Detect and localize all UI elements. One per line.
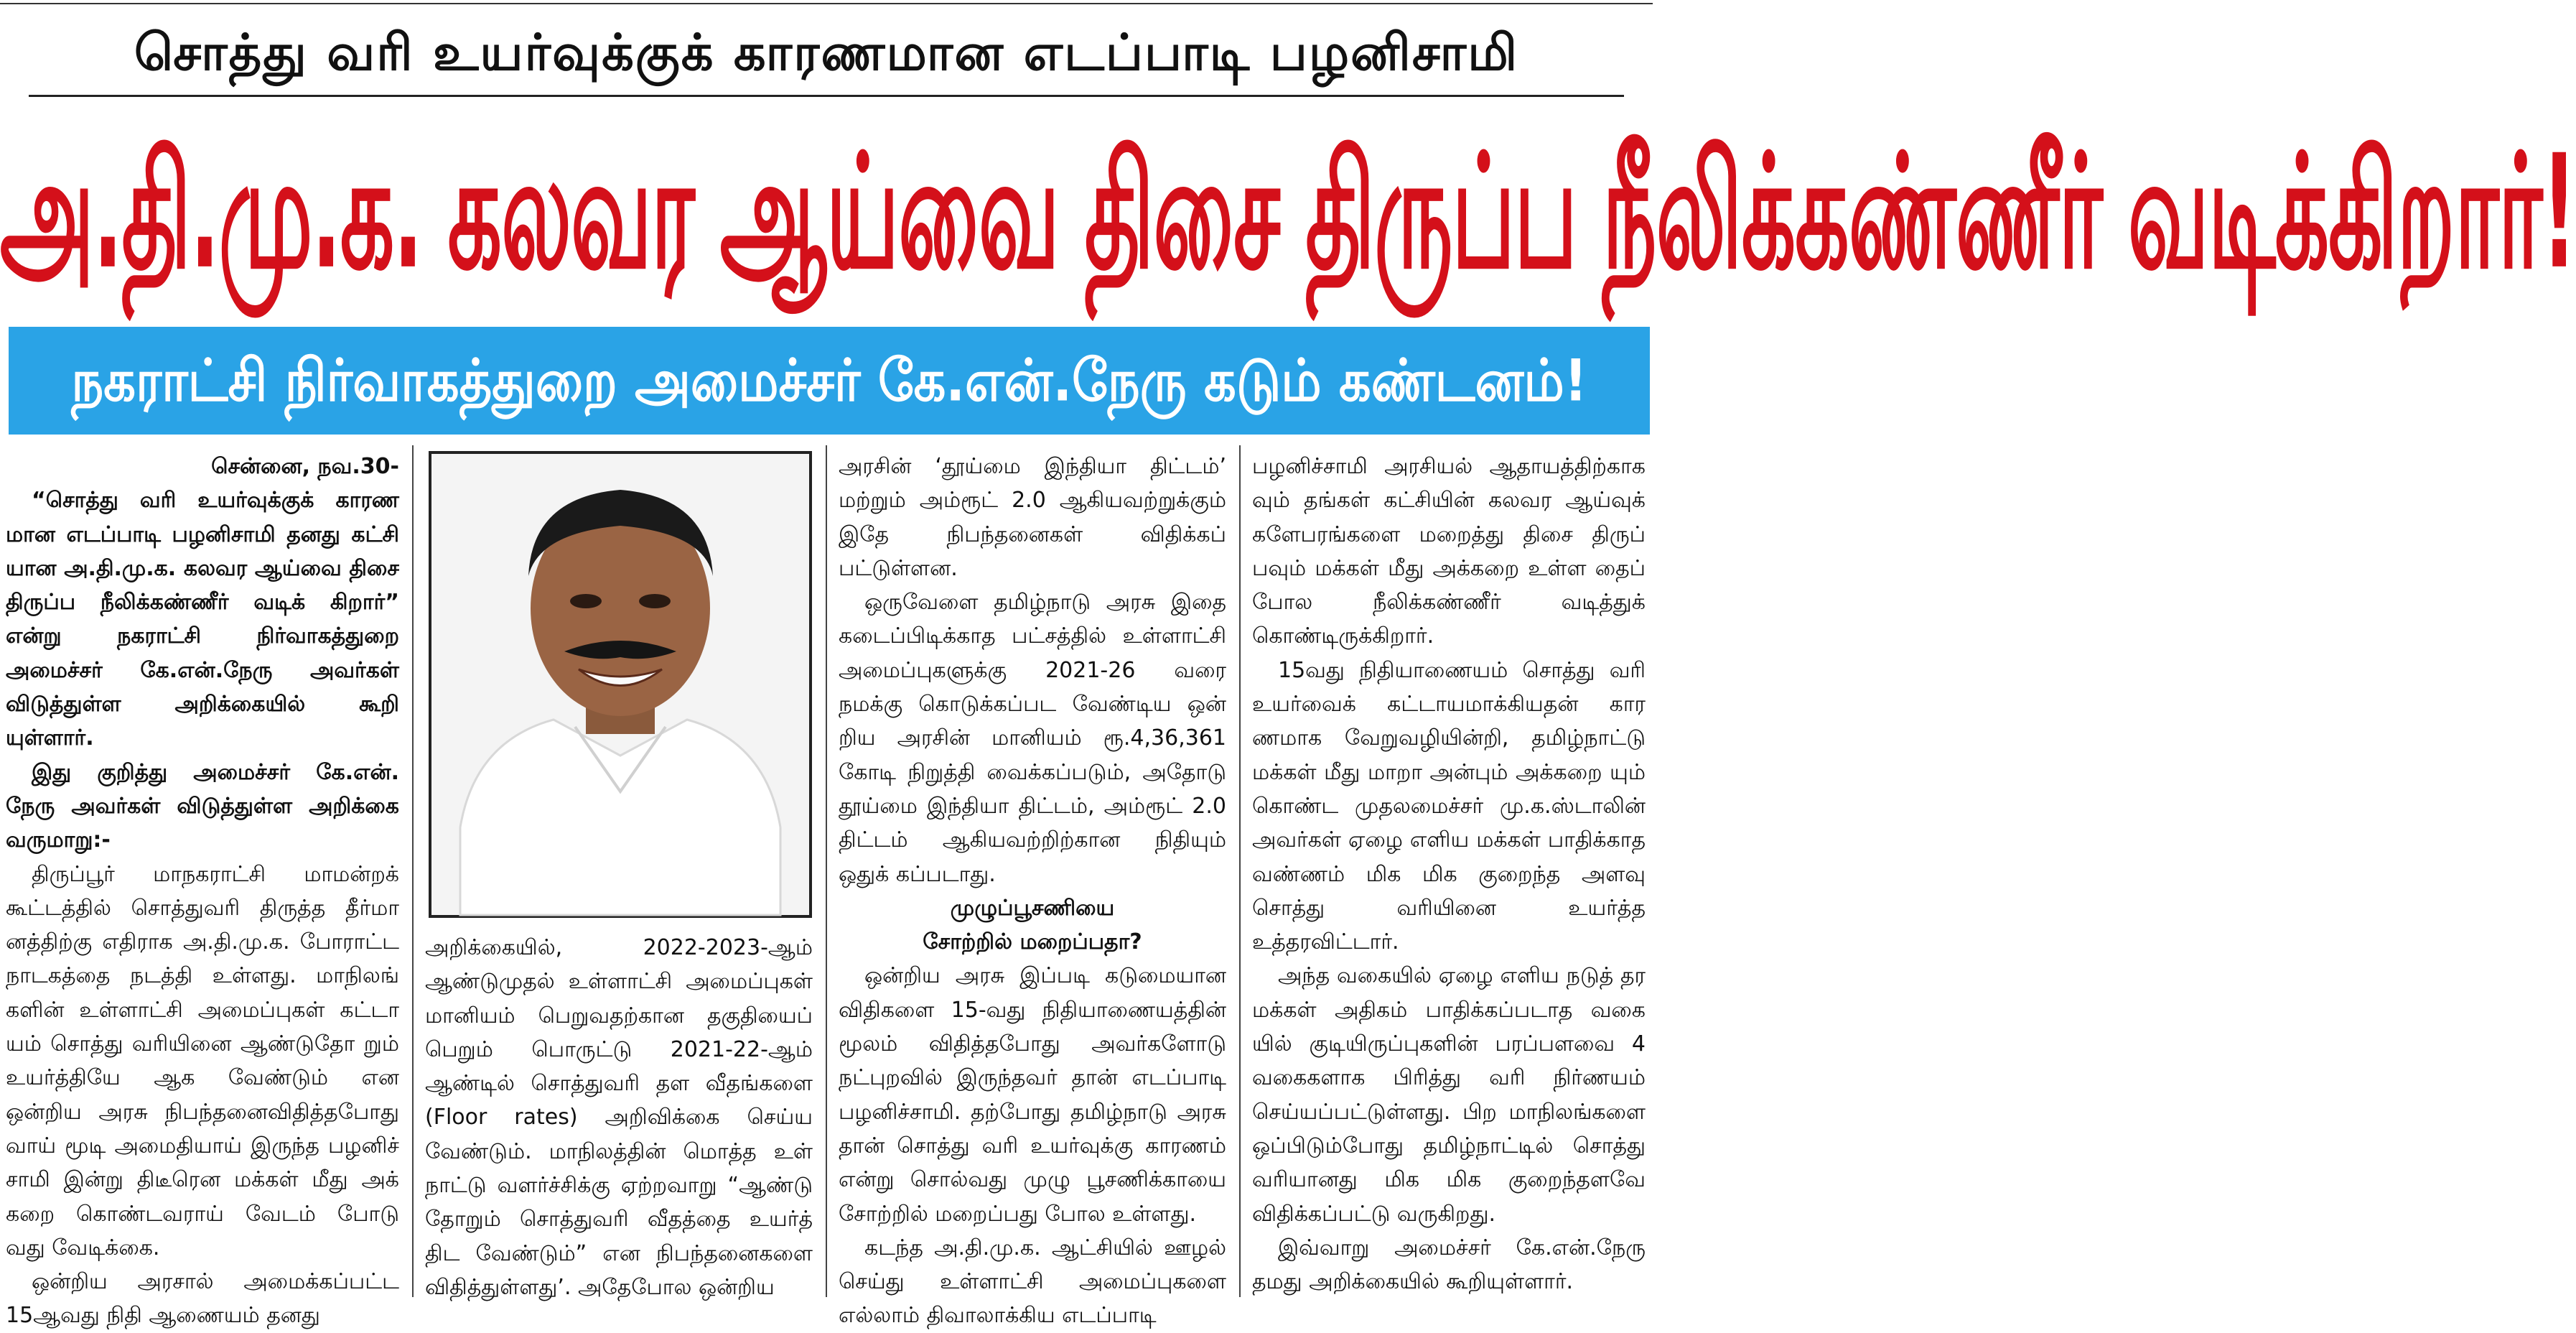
body-paragraph: ஒன்றிய அரசால் அமைக்கப்பட்ட 15ஆவது நிதி ஆணையம் தனது	[6, 1269, 399, 1329]
closing-paragraph: இவ்வாறு அமைச்சர் கே.என்.நேரு தமது அறிக்கையில் கூறியுள்ளார்.	[1252, 1235, 1646, 1295]
article-column-2	[425, 931, 813, 1304]
column-rule	[1239, 445, 1241, 1297]
body-paragraph: அரசின் ‘தூய்மை இந்தியா திட்டம்’ மற்றும் அம்ரூட் 2.0 ஆகியவற்றுக்கும் இதே நிபந்தனைகள் விதிக்கப் பட்டுள்ளன.	[839, 454, 1226, 581]
body-paragraph: பழனிச்சாமி அரசியல் ஆதாயத்திற்காக வும் தங்கள் கட்சியின் கலவர ஆய்வுக் களேபரங்களை மறைத்து திசை திருப் பவும் மக்கள் மீது அக்கறை உள்ள தைப் போல நீலிக்கண்ணீர் வடித்துக் கொண்டிருக்கிறார்.	[1252, 454, 1646, 649]
body-paragraph: ஒருவேளை தமிழ்நாடு அரசு இதை கடைப்பிடிக்காத பட்சத்தில் உள்ளாட்சி அமைப்புகளுக்கு 2021-26 வரை நமக்கு கொடுக்கப்பட வேண்டிய ஒன் றிய அரசின் மானியம் ரூ.4,36,361 கோடி நிறுத்தி வைக்கப்படும், அதோடு தூய்மை இந்தியா திட்டம், அம்ரூட் 2.0 திட்டம் ஆகியவற்றிற்கான நிதியும் ஒதுக் கப்படாது.	[839, 590, 1226, 887]
portrait-photo-icon	[431, 454, 809, 915]
lead-paragraph: “சொத்து வரி உயர்வுக்குக் காரண மான எடப்பாடி பழனிசாமி தனது கட்சி யான அ.தி.மு.க. கலவர ஆய்வை திசை திருப்ப நீலிக்கண்ணீர் வடிக் கிறார்” என்று நகராட்சி நிர்வாகத்துறை அமைச்சர் கே.என்.நேரு அவர்கள் விடுத்துள்ள அறிக்கையில் கூறி யுள்ளார்.	[6, 488, 399, 751]
body-paragraph: திருப்பூர் மாநகராட்சி மாமன்றக் கூட்டத்தில் சொத்துவரி திருத்த தீர்மா னத்திற்கு எதிராக அ.தி.மு.க. போராட்ட நாடகத்தை நடத்தி உள்ளது. மாநிலங் களின் உள்ளாட்சி அமைப்புகள் கட்டா யம் சொத்து வரியினை ஆண்டுதோ றும் உயர்த்தியே ஆக வேண்டும் என ஒன்றிய அரசு நிபந்தனைவிதித்தபோது வாய் மூடி அமைதியாய் இருந்த பழனிச் சாமி இன்று திடீரென மக்கள் மீது அக் கறை கொண்டவராய் வேடம் போடு வது வேடிக்கை.	[6, 861, 399, 1260]
article-column-3	[839, 450, 1226, 1333]
intro-paragraph: இது குறித்து அமைச்சர் கே.என். நேரு அவர்கள் விடுத்துள்ள அறிக்கை வருமாறு:-	[6, 759, 399, 853]
kicker-headline: சொத்து வரி உயர்வுக்குக் காரணமான எடப்பாடி பழனிசாமி	[134, 23, 1519, 82]
column-rule	[412, 445, 414, 1297]
section-subhead: சோற்றில் மறைப்பதா?	[923, 929, 1142, 955]
article-column-4	[1252, 450, 1646, 1299]
article-column-1	[6, 450, 399, 1333]
main-headline: அ.தி.மு.க. கலவர ஆய்வை திசை திருப்ப நீலிக்கண்ணீர் வடிக்கிறார்!	[0, 120, 2576, 304]
body-paragraph: 15வது நிதியாணையம் சொத்து வரி உயர்வைக் கட்டாயமாக்கியதன் கார ணமாக வேறுவழியின்றி, தமிழ்நாட்டு மக்கள் மீது மாறா அன்பும் அக்கறை யும் கொண்ட முதலமைச்சர் மு.க.ஸ்டாலின் அவர்கள் ஏழை எளிய மக்கள் பாதிக்காத வண்ணம் மிக மிக குறைந்த அளவு சொத்து வரியினை உயர்த்த உத்தரவிட்டார்.	[1252, 657, 1646, 955]
dateline: சென்னை, நவ.30-	[211, 454, 399, 479]
subheadline: நகராட்சி நிர்வாகத்துறை அமைச்சர் கே.என்.நேரு கடும் கண்டனம்!	[71, 346, 1587, 415]
body-paragraph: ஒன்றிய அரசு இப்படி கடுமையான விதிகளை 15-வது நிதியாணையத்தின் மூலம் விதித்தபோது அவர்களோடு நட்புறவில் இருந்தவர் தான் எடப்பாடி பழனிச்சாமி. தற்போது தமிழ்நாடு அரசு தான் சொத்து வரி உயர்வுக்கு காரணம் என்று சொல்வது முழு பூசணிக்காயை சோற்றில் மறைப்பது போல உள்ளது.	[839, 963, 1226, 1227]
top-rule	[0, 3, 1653, 4]
subheadline-band	[9, 327, 1650, 435]
portrait-photo	[429, 451, 812, 918]
body-paragraph: அந்த வகையில் ஏழை எளிய நடுத் தர மக்கள் அதிகம் பாதிக்கப்படாத வகை யில் குடியிருப்புகளின் பரப்பளவை 4 வகைகளாக பிரித்து வரி நிர்ணயம் செய்யப்பட்டுள்ளது. பிற மாநிலங்களை ஒப்பிடும்போது தமிழ்நாட்டில் சொத்து வரியானது மிக மிக குறைந்தளவே விதிக்கப்பட்டு வருகிறது.	[1252, 963, 1646, 1227]
body-paragraph: கடந்த அ.தி.மு.க. ஆட்சியில் ஊழல் செய்து உள்ளாட்சி அமைப்புகளை எல்லாம் திவாலாக்கிய எடப்பாடி	[839, 1235, 1226, 1329]
column-rule	[826, 445, 827, 1297]
body-paragraph: அறிக்கையில், 2022-2023-ஆம் ஆண்டுமுதல் உள்ளாட்சி அமைப்புகள் மானியம் பெறுவதற்கான தகுதியைப் பெறும் பொருட்டு 2021-22-ஆம் ஆண்டில் சொத்துவரி தள வீதங்களை (Floor rates) அறிவிக்கை செய்ய வேண்டும். மாநிலத்தின் மொத்த உள் நாட்டு வளர்ச்சிக்கு ஏற்றவாறு “ஆண்டு தோறும் சொத்துவரி வீதத்தை உயர்த் திட வேண்டும்” என நிபந்தனைகளை விதித்துள்ளது’. அதேபோல ஒன்றிய	[425, 935, 813, 1300]
section-subhead: முழுப்பூசணியை	[950, 895, 1115, 921]
